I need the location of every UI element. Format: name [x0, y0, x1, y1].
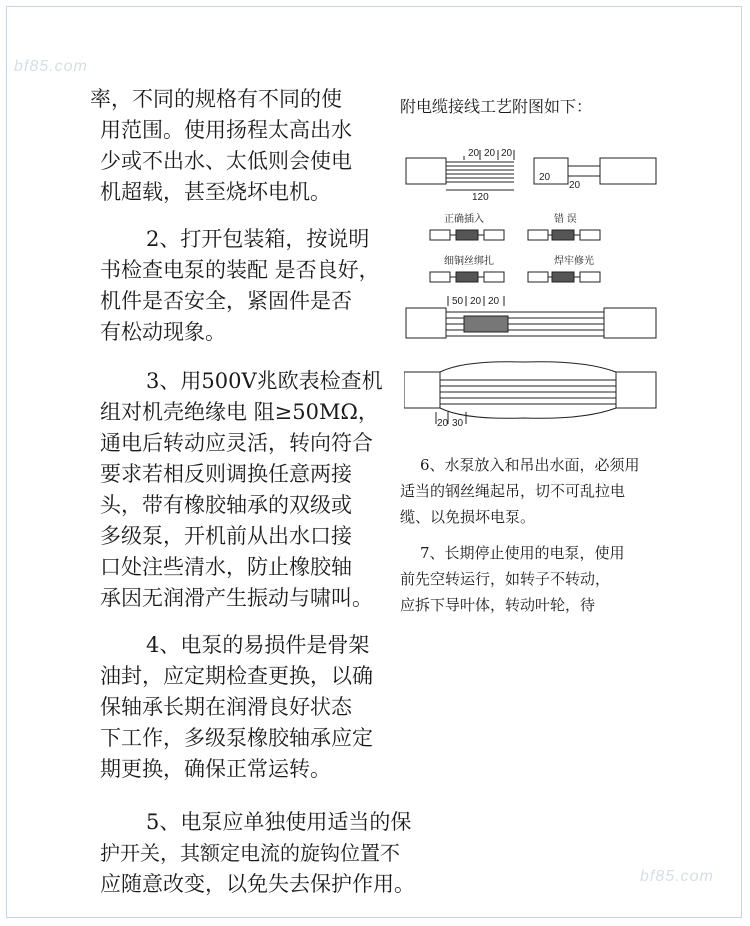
paragraph-7 — [400, 540, 720, 618]
splice-step-4 — [404, 362, 656, 424]
text-line: 组对机壳绝缘电 阻≥50MΩ， — [100, 400, 379, 424]
text-line: 有松动现象。 — [100, 320, 226, 344]
text-line: 期更换，确保正常运转。 — [100, 757, 331, 781]
text-line: 承因无润滑产生振动与啸叫。 — [100, 586, 373, 610]
text-line: 应随意改变，以免失去保护作用。 — [100, 872, 415, 896]
text-line: 2、打开包装箱，按说明 — [146, 227, 370, 251]
paragraph-5 — [90, 807, 415, 900]
splice-step-3 — [406, 296, 656, 338]
text-line: 适当的钢丝绳起吊，切不可乱拉电 — [400, 482, 626, 500]
label-tie: 细铜丝绑扎 — [444, 256, 494, 267]
left-column — [90, 84, 415, 900]
splice-bind-examples — [430, 272, 600, 282]
text-line: 5、电泵应单独使用适当的保 — [146, 810, 412, 834]
text-line: 通电后转动应灵活，转向符合 — [100, 431, 373, 455]
paragraph-1 — [90, 84, 390, 208]
dim-label: 20 — [468, 148, 480, 159]
label-correct: 正确插入 — [444, 214, 484, 225]
label-solder: 焊牢修光 — [554, 256, 594, 267]
dim-label: 20 — [569, 180, 581, 191]
dim-label: 50 — [452, 296, 464, 307]
dim-label: 20 — [501, 148, 513, 159]
text-line: 多级泵，开机前从出水口接 — [100, 524, 352, 548]
dim-label: 20 — [484, 148, 496, 159]
splice-insertion-examples — [430, 230, 600, 240]
text-line: 前先空转运行，如转子不转动， — [400, 570, 611, 588]
text-line: 保轴承长期在润滑良好状态 — [100, 695, 352, 719]
text-line: 4、电泵的易损件是骨架 — [146, 633, 370, 657]
text-line: 缆、以免损坏电泵。 — [400, 508, 536, 526]
text-line: 7、长期停止使用的电泵，使用 — [420, 544, 625, 562]
watermark-bottom: bf85.com — [640, 868, 714, 885]
text-line: 少或不出水、太低则会使电 — [100, 149, 352, 173]
dim-label: 30 — [452, 418, 464, 429]
dim-label: 20 — [488, 296, 500, 307]
text-line: 机超载，甚至烧坏电机。 — [100, 180, 331, 204]
dim-label: 20 — [539, 172, 551, 183]
text-line: 机件是否安全，紧固件是否 — [100, 289, 352, 313]
text-line: 6、水泵放入和吊出水面，必须用 — [420, 456, 640, 474]
text-line: 用范围。使用扬程太高出水 — [100, 118, 352, 142]
label-wrong: 错 误 — [554, 214, 577, 225]
right-column — [400, 96, 720, 614]
paragraph-3 — [90, 366, 390, 614]
text-line: 油封，应定期检查更换，以确 — [100, 664, 373, 688]
text-line: 书检查电泵的装配 是否良好， — [100, 258, 380, 282]
text-line: 率，不同的规格有不同的使 — [90, 87, 342, 111]
text-line: 要求若相反则调换任意两接 — [100, 462, 352, 486]
text-line: 护开关，其额定电流的旋钩位置不 — [100, 841, 400, 865]
text-line: 头，带有橡胶轴承的双级或 — [100, 493, 352, 517]
paragraph-6 — [400, 452, 720, 530]
paragraph-4 — [90, 630, 390, 785]
paragraph-2 — [90, 224, 390, 348]
dim-label: 20 — [470, 296, 482, 307]
cable-splice-diagram — [404, 136, 674, 436]
dim-label: 120 — [472, 192, 489, 203]
diagram-title: 附电缆接线工艺附图如下： — [400, 97, 593, 116]
right-text-block — [400, 452, 720, 618]
splice-step-1 — [406, 150, 656, 190]
text-line: 口处注些清水，防止橡胶轴 — [100, 555, 352, 579]
watermark-top: bf85.com — [14, 58, 88, 75]
text-line: 应拆下导叶体，转动叶轮，待 — [400, 596, 596, 614]
text-line: 下工作，多级泵橡胶轴承应定 — [100, 726, 373, 750]
text-line: 3、用500V兆欧表检查机 — [146, 369, 383, 393]
dim-label: 20 — [437, 418, 449, 429]
